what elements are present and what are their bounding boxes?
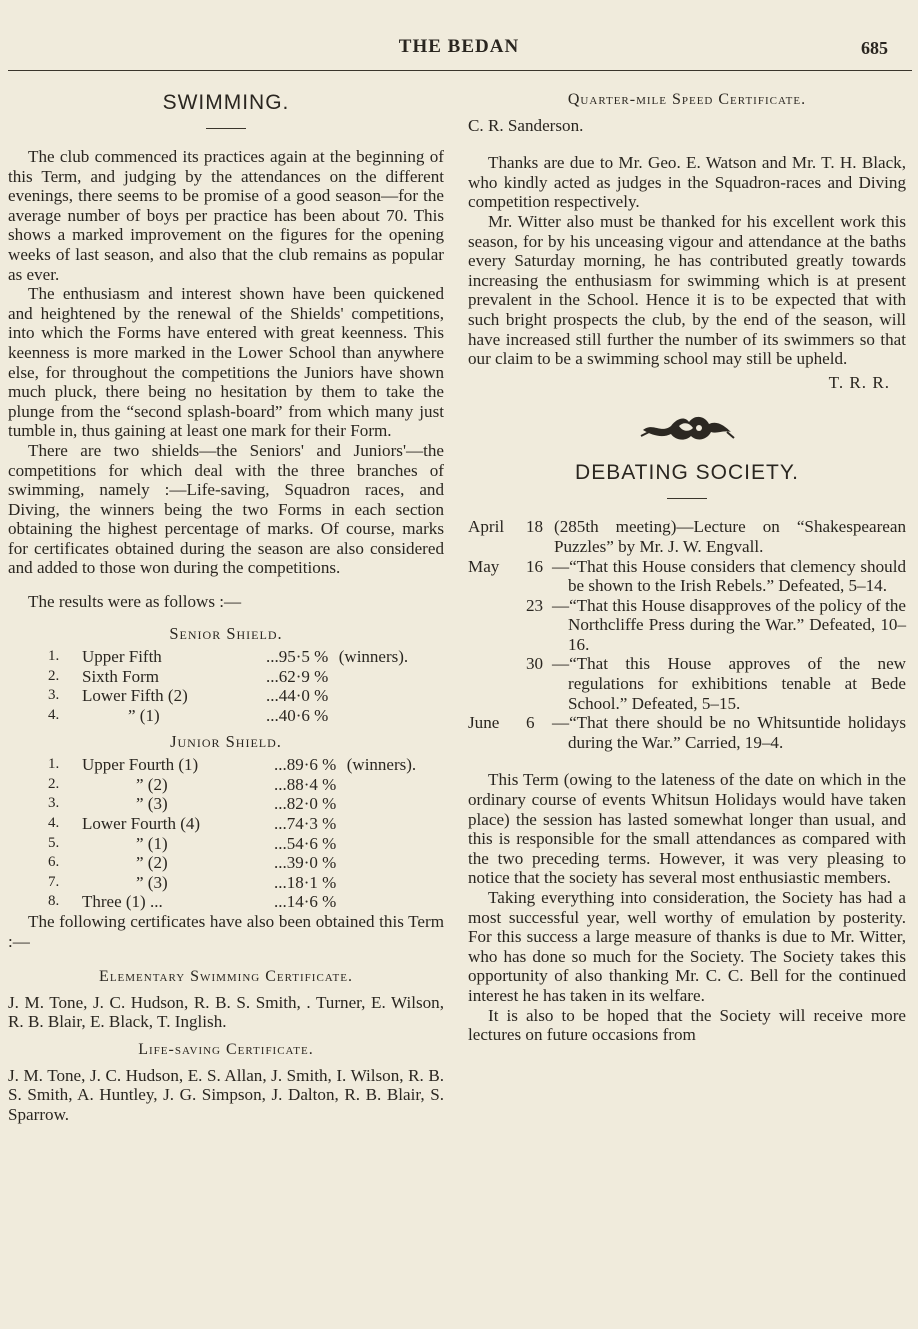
rank: 3. xyxy=(48,795,60,812)
title-rule xyxy=(667,498,707,499)
dots: ... xyxy=(266,647,279,667)
table-row xyxy=(48,892,416,912)
form: Lower Fifth (2) xyxy=(82,686,188,706)
dots: ... xyxy=(266,686,279,706)
month: May xyxy=(468,556,500,576)
note xyxy=(339,686,408,706)
debating-paragraph-3: It is also to be hoped that the Society will receive more lectures on future occasions from xyxy=(468,1005,906,1045)
note xyxy=(347,775,416,795)
rank: 3. xyxy=(48,687,60,704)
percentage: 18·1 % xyxy=(286,872,337,892)
day: 30 xyxy=(526,654,544,674)
note xyxy=(339,667,408,687)
debating-paragraph-1: This Term (owing to the lateness of the date on which in the ordinary course of events Whitsun Holidays would have taken place) the session has lasted somewhat longer than usual, and this is responsible for the small attendances as compared with the two preceding terms. However, it was very pleasing to notice that the society has several most enthusiastic members. xyxy=(468,770,906,888)
entry-text: —“That this House disapproves of the policy of the Northcliffe Press during the War.” Defeated, 10–16. xyxy=(552,595,906,654)
dots: ... xyxy=(274,892,287,912)
form: Sixth Form xyxy=(82,666,159,686)
running-title: THE BEDAN xyxy=(398,36,520,57)
percentage: 95·5 % xyxy=(278,647,329,667)
elementary-certificate-heading: Elementary Swimming Certificate. xyxy=(99,968,353,986)
junior-shield-heading: Junior Shield. xyxy=(170,731,282,751)
note xyxy=(339,706,408,726)
senior-shield-table xyxy=(48,647,408,725)
table-row xyxy=(48,834,416,854)
table-row xyxy=(48,686,408,706)
note: (winners). xyxy=(338,647,409,667)
running-head xyxy=(0,36,918,64)
list-item xyxy=(468,713,906,752)
percentage: 74·3 % xyxy=(286,814,337,833)
rank: 4. xyxy=(48,707,60,724)
rank: 6. xyxy=(48,854,60,871)
results-intro: The results were as follows :— xyxy=(28,592,242,612)
day: 23 xyxy=(526,595,544,615)
rank: 1. xyxy=(48,756,60,773)
dots: ... xyxy=(274,814,287,833)
form: ” (1) xyxy=(128,706,160,726)
dots: ... xyxy=(274,774,287,794)
day: 18 xyxy=(526,517,544,537)
day: 16 xyxy=(526,556,544,576)
month: June xyxy=(468,713,500,733)
form: Three (1) ... xyxy=(82,892,163,912)
dots: ... xyxy=(274,794,287,814)
swimming-title: SWIMMING. xyxy=(162,91,290,114)
table-row xyxy=(48,667,408,687)
table-row xyxy=(48,706,408,726)
month: April xyxy=(468,517,505,537)
note xyxy=(347,853,416,873)
note xyxy=(347,892,416,912)
signoff: T. R. R. xyxy=(828,372,890,392)
certificates-intro: The following certificates have also been obtained this Term :— xyxy=(8,911,444,951)
right-column xyxy=(468,90,906,1045)
entry-text: (285th meeting)—Lecture on “Shakespearean Puzzles” by Mr. J. W. Engvall. xyxy=(554,517,906,556)
note xyxy=(347,814,416,834)
rank: 5. xyxy=(48,834,60,851)
percentage: 14·6 % xyxy=(286,892,337,912)
junior-shield-table xyxy=(48,755,416,912)
percentage: 54·6 % xyxy=(286,833,337,853)
debating-paragraph-2: Taking everything into consideration, the Society has had a most successful year, well worthy of emulation by posterity. For this success a large measure of thanks is due to Mr. Witter, who has done so much for the Society. The Society takes this opportunity of also thanking Mr. C. C. Bell for the continued interest he has taken in its welfare. xyxy=(468,888,906,1005)
form: ” (3) xyxy=(136,872,168,892)
form: Upper Fifth xyxy=(82,647,162,667)
table-row xyxy=(48,755,416,775)
life-saving-certificate-names: J. M. Tone, J. C. Hudson, E. S. Allan, J. Smith, I. Wilson, R. B. S. Smith, A. Huntley, J. G. Simpson, J. Dalton, R. B. Blair, S. Sparrow. xyxy=(8,1065,444,1124)
note xyxy=(347,834,416,854)
percentage: 62·9 % xyxy=(278,666,329,686)
rank: 7. xyxy=(48,873,60,890)
swimming-paragraph-2: The enthusiasm and interest shown have been quickened and heightened by the renewal of the Shields' competitions, into which the Forms have entered with great keenness. This keenness is more marked in the Lower School than anywhere else, for throughout the competitions the Juniors have shown much pluck, there being no hesitation by them to take the plunge from the “second splash-board” from which many just tumble in, thus gaining at least one mark for their Form. xyxy=(8,284,444,441)
form: ” (2) xyxy=(136,853,168,873)
dots: ... xyxy=(274,853,287,873)
dots: ... xyxy=(266,666,279,686)
entry-text: —“That there should be no Whitsuntide holidays during the War.” Carried, 19–4. xyxy=(552,713,906,752)
swimming-paragraph-3: There are two shields—the Seniors' and Juniors'—the competitions for which deal with the three branches of swimming, namely :—Life-saving, Squadron races, and Diving, the winners being the two Forms in each section obtaining the highest percentage of marks. Of course, marks for certificates obtained during the season are also considered and added to those won during the competitions. xyxy=(8,440,444,578)
dots: ... xyxy=(274,755,287,775)
table-row xyxy=(48,873,416,893)
note: (winners). xyxy=(346,755,417,775)
percentage: 82·0 % xyxy=(286,794,337,814)
list-item xyxy=(468,517,906,556)
entry-text: —“That this House considers that clemency should be shown to the Irish Rebels.” Defeated, 5–14. xyxy=(552,556,906,596)
ornament-icon xyxy=(639,408,735,448)
dots: ... xyxy=(266,706,279,726)
table-row xyxy=(48,794,416,814)
rank: 1. xyxy=(48,648,60,665)
entry-text: —“That this House approves of the new regulations for exhibitions tenable at Bede School.” Defeated, 5–15. xyxy=(552,654,906,713)
percentage: 44·0 % xyxy=(278,686,329,706)
form: ” (2) xyxy=(136,774,168,794)
note xyxy=(347,873,416,893)
closing-paragraph-1: Thanks are due to Mr. Geo. E. Watson and Mr. T. H. Black, who kindly acted as judges in the Squadron-races and Diving competition respectively. xyxy=(468,153,906,212)
list-item xyxy=(468,654,906,713)
note xyxy=(347,794,416,814)
percentage: 89·6 % xyxy=(286,755,337,775)
percentage: 40·6 % xyxy=(278,706,329,726)
rank: 2. xyxy=(48,667,60,684)
month xyxy=(468,596,526,655)
form: Lower Fourth (4) xyxy=(82,814,201,833)
life-saving-certificate-heading: Life-saving Certificate. xyxy=(138,1040,314,1058)
form: ” (3) xyxy=(136,794,168,814)
elementary-certificate-names: J. M. Tone, J. C. Hudson, R. B. S. Smith, . Turner, E. Wilson, R. B. Blair, E. Black, T. Inglish. xyxy=(8,992,444,1032)
rank: 8. xyxy=(48,893,60,910)
debating-title: DEBATING SOCIETY. xyxy=(575,461,799,485)
swimming-paragraph-1: The club commenced its practices again at the beginning of this Term, and judging by the attendances on the different evenings, there seems to be promise of a good season—for the average number of boys per practice has been about 70. This shows a marked improvement on the figures for the opening weeks of last season, and also that the club remains as popular as ever. xyxy=(8,147,444,284)
dots: ... xyxy=(274,872,287,892)
percentage: 39·0 % xyxy=(286,853,337,873)
form: ” (1) xyxy=(136,833,168,853)
day: 6 xyxy=(526,713,535,733)
rank: 4. xyxy=(48,815,60,831)
table-row xyxy=(48,853,416,873)
title-rule xyxy=(206,128,246,129)
list-item xyxy=(468,557,906,596)
form: Upper Fourth (1) xyxy=(82,755,199,775)
quarter-mile-certificate-names: C. R. Sanderson. xyxy=(468,115,584,135)
rank: 2. xyxy=(48,775,60,792)
table-row xyxy=(48,647,408,667)
closing-paragraph-2: Mr. Witter also must be thanked for his excellent work this season, for by his unceasing vigour and attendance at the baths every Saturday morning, he has contributed greatly towards increasing the enthusiasm for swimming which is at present prevalent in the School. Hence it is to be expected that with such bright prospects the club, by the end of the season, will have increased still further the number of its swimmers so that our claim to be a swimming school may still be upheld. xyxy=(468,211,906,369)
quarter-mile-certificate-heading: Quarter-mile Speed Certificate. xyxy=(567,91,807,108)
table-row xyxy=(48,814,416,834)
month xyxy=(468,654,526,713)
left-column xyxy=(8,82,444,1124)
table-row xyxy=(48,775,416,795)
debate-list xyxy=(468,517,906,752)
senior-shield-heading: Senior Shield. xyxy=(169,623,283,643)
page-number: 685 xyxy=(861,38,888,58)
header-rule xyxy=(8,70,912,71)
dots: ... xyxy=(274,833,287,853)
list-item xyxy=(468,596,906,655)
percentage: 88·4 % xyxy=(286,774,337,794)
